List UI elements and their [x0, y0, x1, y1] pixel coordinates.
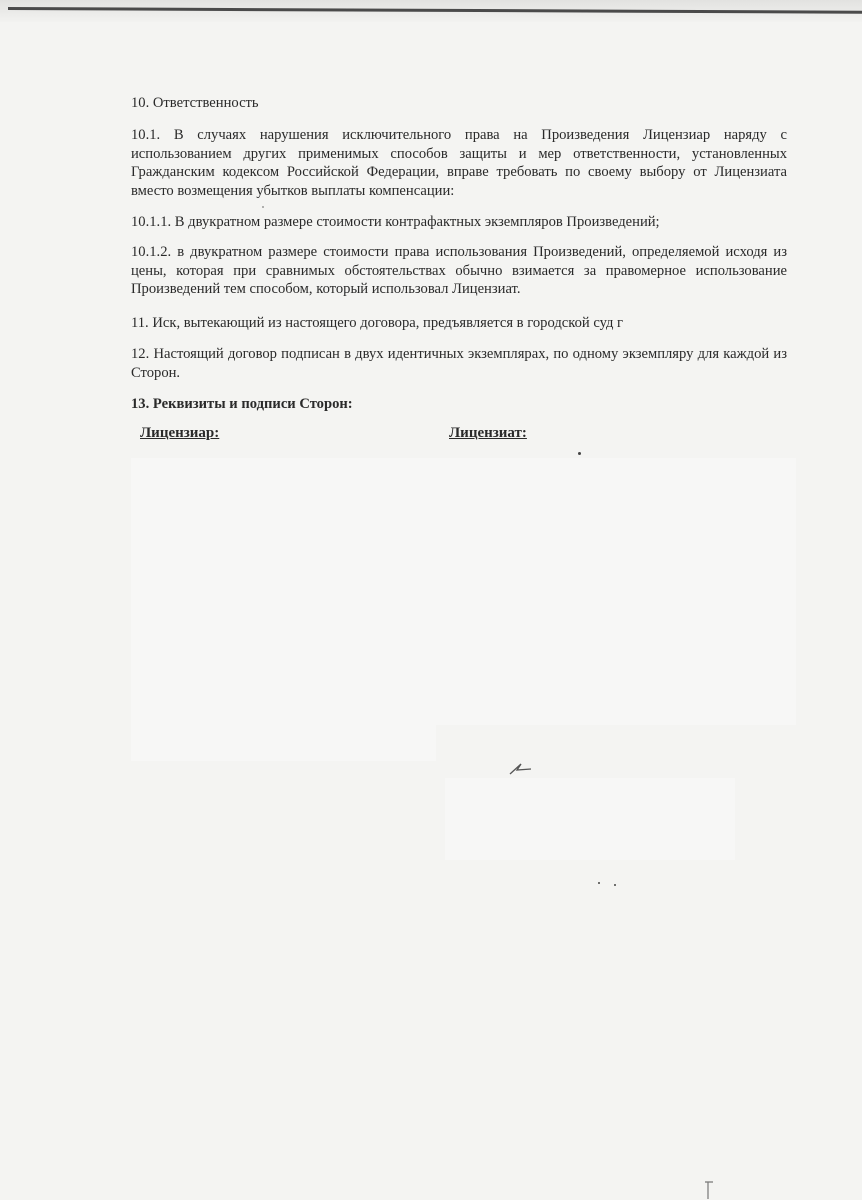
redacted-region — [445, 778, 735, 860]
section-13-heading: 13. Реквизиты и подписи Сторон: — [131, 396, 353, 412]
scan-speck — [598, 882, 600, 884]
scan-speck — [614, 884, 616, 886]
scan-speck — [578, 452, 581, 455]
pen-mark-icon — [509, 760, 533, 776]
licensee-label: Лицензиат: — [449, 425, 527, 441]
paragraph-12: 12. Настоящий договор подписан в двух идентичных экземплярах, по одному экземпляру для каждой из Сторон. — [131, 346, 787, 381]
corner-mark-icon — [702, 1180, 716, 1200]
redacted-region — [131, 723, 436, 761]
scan-top-edge — [0, 0, 862, 22]
licensor-label: Лицензиар: — [140, 425, 220, 441]
section-10-heading: 10. Ответственность — [131, 95, 259, 111]
redacted-region — [131, 458, 796, 725]
paragraph-10-1-1: 10.1.1. В двукратном размере стоимости контрафактных экземпляров Произведений; — [131, 214, 660, 230]
paragraph-11: 11. Иск, вытекающий из настоящего договора, предъявляется в городской суд г — [131, 315, 624, 331]
scan-speck — [262, 206, 264, 208]
paragraph-10-1: 10.1. В случаях нарушения исключительного права на Произведения Лицензиар наряду с использованием других применимых способов защиты и мер ответственности, установленных Гражданским кодексом Российской Федерации, вправе требовать по своему выбору от Лицензиата вместо возмещения убытков выплаты компенсации: — [131, 127, 787, 199]
paragraph-10-1-2: 10.1.2. в двукратном размере стоимости права использования Произведений, определяемой исходя из цены, которая при сравнимых обстоятельствах обычно взимается за правомерное использование Произведений тем способом, который использовал Лицензиат. — [131, 244, 787, 297]
scan-edge-line — [8, 7, 862, 14]
